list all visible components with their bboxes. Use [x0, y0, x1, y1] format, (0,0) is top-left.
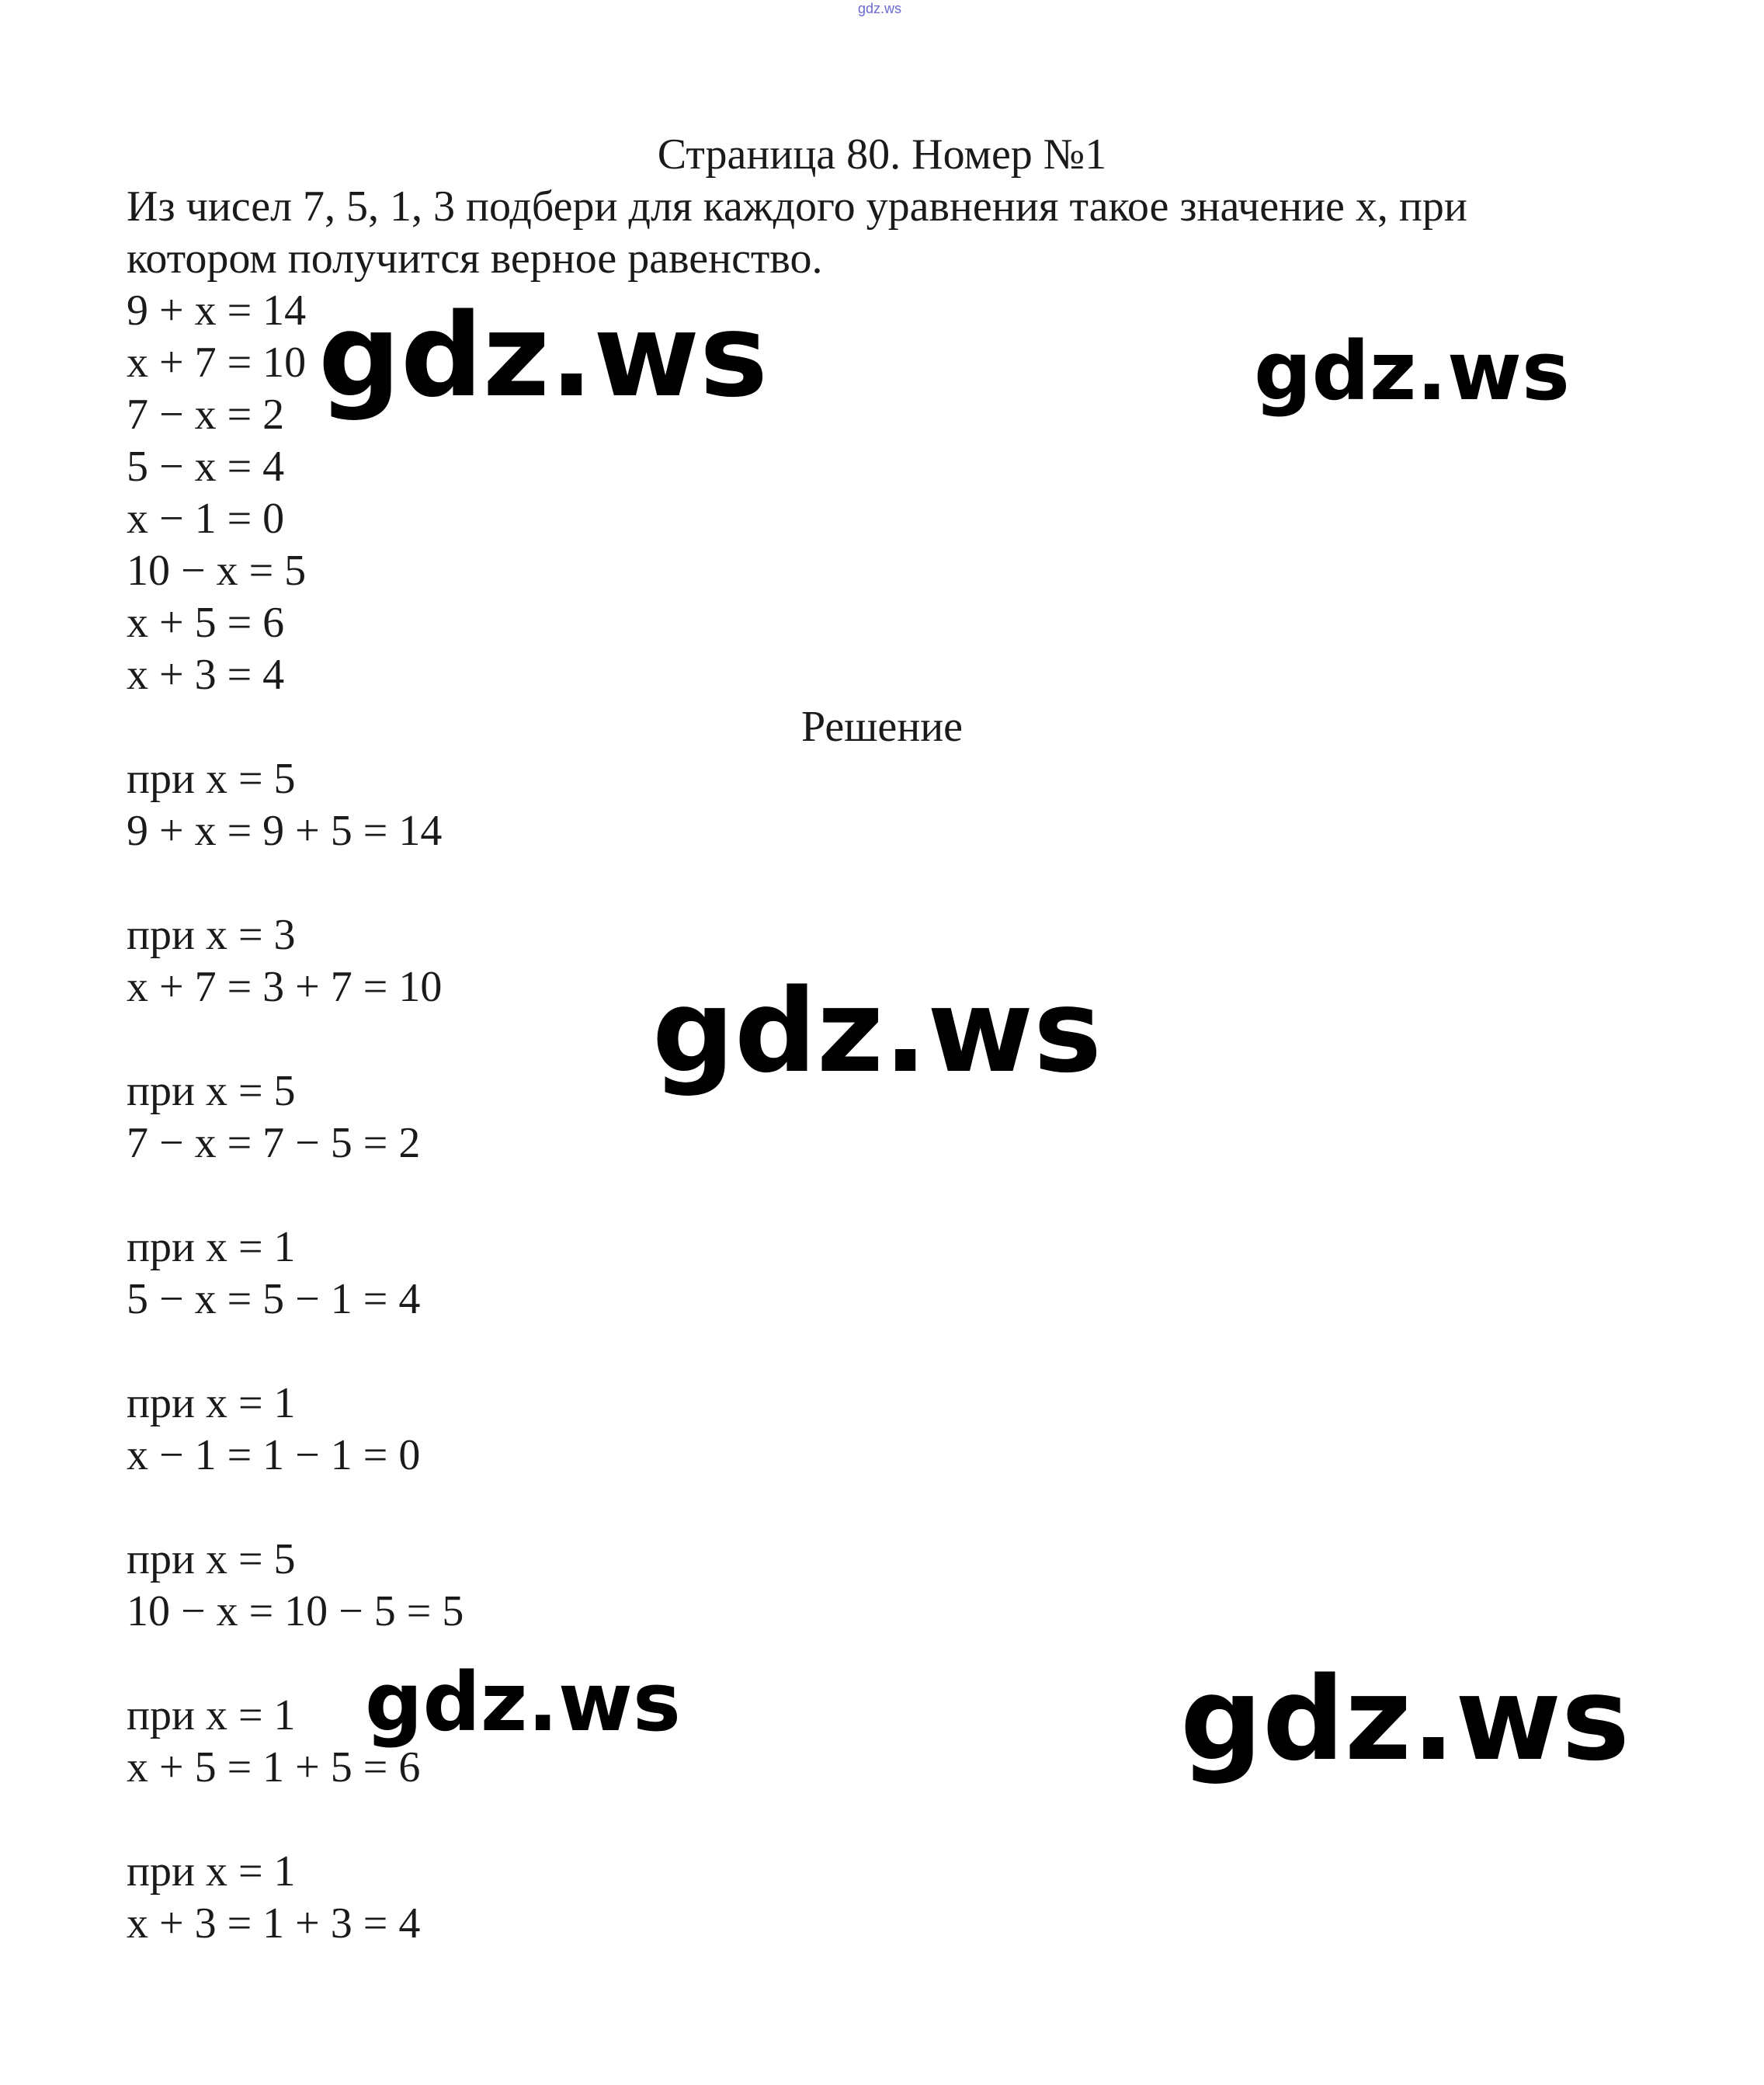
task-text-line-2: котором получится верное равенство.	[127, 235, 823, 283]
equation-6: 10 − x = 5	[127, 547, 307, 595]
solution-6-check: 10 − x = 10 − 5 = 5	[127, 1587, 464, 1635]
solution-5-condition: при x = 1	[127, 1379, 296, 1427]
equation-4: 5 − x = 4	[127, 443, 285, 491]
equation-7: x + 5 = 6	[127, 599, 285, 647]
solution-3-check: 7 − x = 7 − 5 = 2	[127, 1119, 421, 1167]
equation-1: 9 + x = 14	[127, 287, 307, 335]
solution-5-check: x − 1 = 1 − 1 = 0	[127, 1431, 421, 1479]
solution-1-check: 9 + x = 9 + 5 = 14	[127, 807, 443, 855]
equation-5: x − 1 = 0	[127, 495, 285, 543]
solution-heading: Решение	[800, 703, 964, 751]
solution-4-check: 5 − x = 5 − 1 = 4	[127, 1275, 421, 1323]
watermark-logo-3: gdz.ws	[652, 964, 1102, 1098]
watermark-logo-4: gdz.ws	[365, 1655, 681, 1750]
solution-8-check: x + 3 = 1 + 3 = 4	[127, 1899, 421, 1948]
solution-3-condition: при x = 5	[127, 1067, 296, 1115]
top-watermark-text: gdz.ws	[858, 1, 902, 16]
solution-2-check: x + 7 = 3 + 7 = 10	[127, 963, 443, 1011]
solution-1-condition: при x = 5	[127, 755, 296, 803]
equation-8: x + 3 = 4	[127, 651, 285, 699]
equation-3: 7 − x = 2	[127, 391, 285, 439]
solution-7-check: x + 5 = 1 + 5 = 6	[127, 1743, 421, 1791]
equation-2: x + 7 = 10	[127, 339, 307, 387]
solution-7-condition: при x = 1	[127, 1691, 296, 1739]
page-title: Страница 80. Номер №1	[657, 130, 1107, 179]
solution-4-condition: при x = 1	[127, 1223, 296, 1271]
watermark-logo-5: gdz.ws	[1180, 1652, 1630, 1786]
solution-8-condition: при x = 1	[127, 1847, 296, 1896]
watermark-logo-1: gdz.ws	[318, 289, 769, 422]
task-text-line-1: Из чисел 7, 5, 1, 3 подбери для каждого уравнения такое значение x, при	[127, 182, 1467, 231]
solution-2-condition: при x = 3	[127, 911, 296, 959]
watermark-logo-2: gdz.ws	[1254, 324, 1570, 419]
solution-6-condition: при x = 5	[127, 1535, 296, 1583]
